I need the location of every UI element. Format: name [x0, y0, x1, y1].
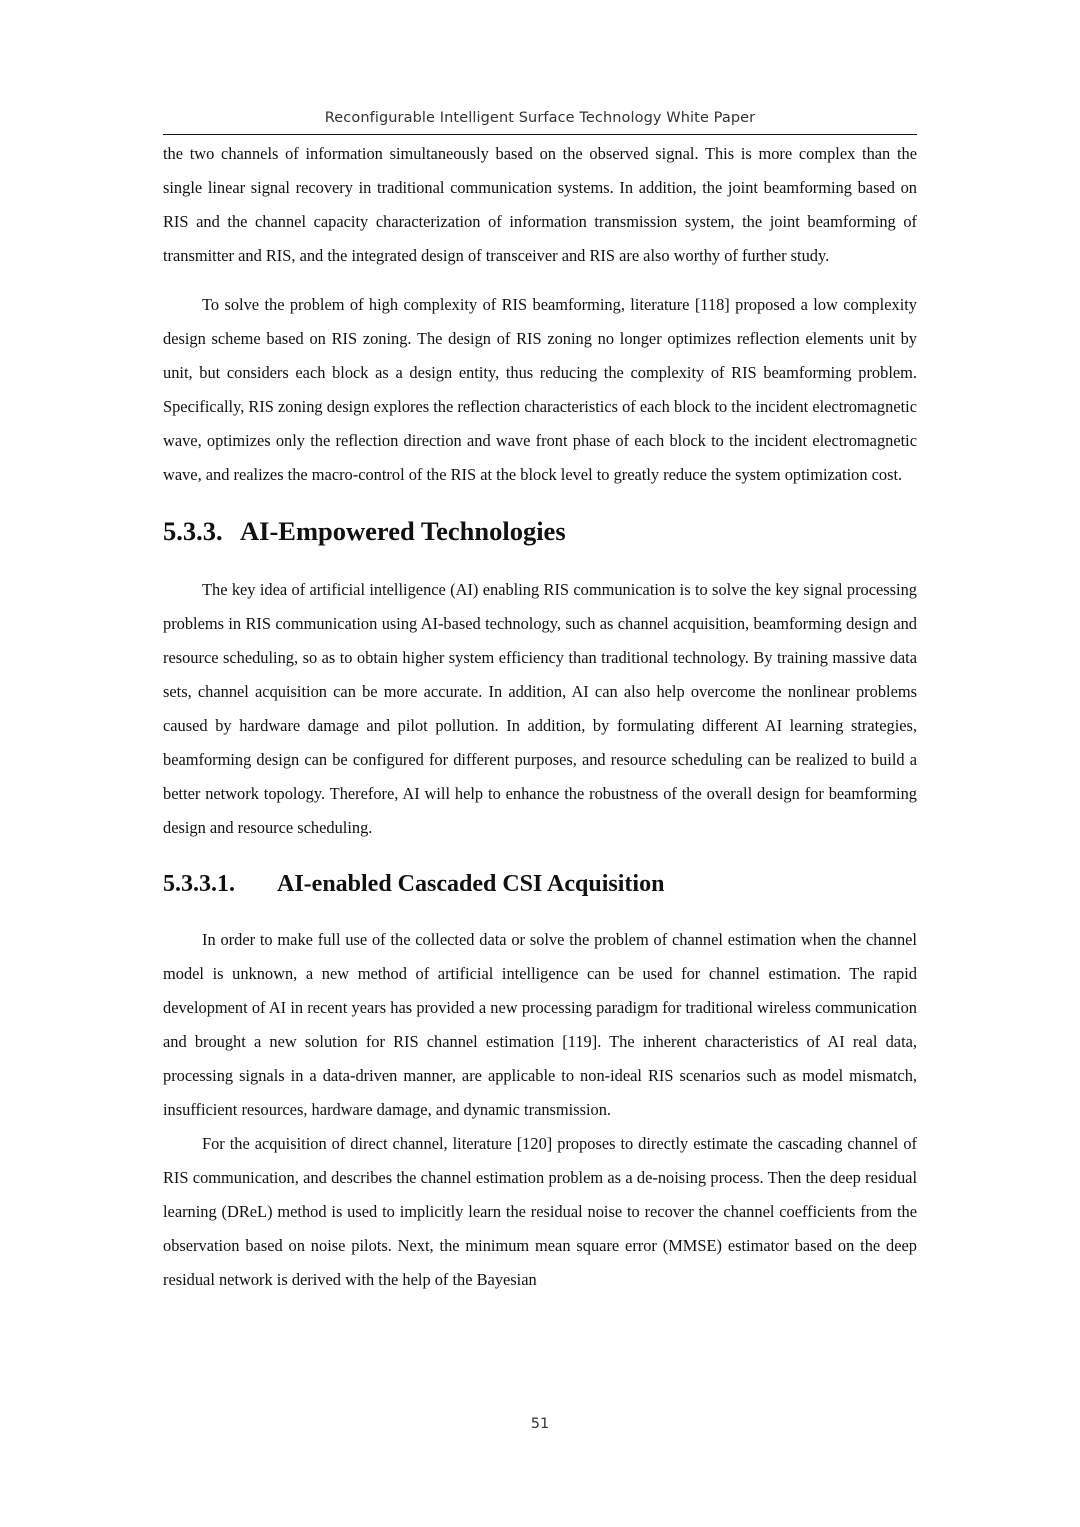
running-header: Reconfigurable Intelligent Surface Technology White Paper [324, 110, 756, 126]
header-divider [163, 134, 917, 135]
section-number: 5.3.3. [163, 516, 223, 546]
body-paragraph-ris-zoning: To solve the problem of high complexity of RIS beamforming, literature [118] proposed a low complexity design scheme based on RIS zoning. The design of RIS zoning no longer optimizes reflection elements unit by unit, but considers each block as a design entity, thus reducing the complexity of RIS beamforming problem. Specifically, RIS zoning design explores the reflection characteristics of each block to the incident electromagnetic wave, optimizes only the reflection direction and wave front phase of each block to the incident electromagnetic wave, and realizes the macro-control of the RIS at the block level to greatly reduce the system optimization cost. [163, 295, 917, 484]
body-paragraph-ai-csi-intro: In order to make full use of the collected data or solve the problem of channel estimation when the channel model is unknown, a new method of artificial intelligence can be used for channel estimation. The rapid development of AI in recent years has provided a new processing paradigm for traditional wireless communication and brought a new solution for RIS channel estimation [119]. The inherent characteristics of AI real data, processing signals in a data-driven manner, are applicable to non-ideal RIS scenarios such as model mismatch, insufficient resources, hardware damage, and dynamic transmission. [163, 930, 917, 1119]
subsection-title: AI-enabled Cascaded CSI Acquisition [277, 871, 665, 897]
section-heading-5-3-3-1 [163, 867, 917, 901]
page-number: 51 [530, 1416, 550, 1432]
subsection-number: 5.3.3.1. [163, 871, 235, 897]
body-paragraph-ai-empowered: The key idea of artificial intelligence (AI) enabling RIS communication is to solve the key signal processing problems in RIS communication using AI-based technology, such as channel acquisition, beamforming design and resource scheduling, so as to obtain higher system efficiency than traditional technology. By training massive data sets, channel acquisition can be more accurate. In addition, AI can also help overcome the nonlinear problems caused by hardware damage and pilot pollution. In addition, by formulating different AI learning strategies, beamforming design can be configured for different purposes, and resource scheduling can be realized to build a better network topology. Therefore, AI will help to enhance the robustness of the overall design for beamforming design and resource scheduling. [163, 580, 917, 837]
section-title: AI-Empowered Technologies [240, 516, 566, 546]
body-paragraph-direct-channel: For the acquisition of direct channel, literature [120] proposes to directly estimate the cascading channel of RIS communication, and describes the channel estimation problem as a de-noising process. Then the deep residual learning (DReL) method is used to implicitly learn the residual noise to recover the channel coefficients from the observation based on noise pilots. Next, the minimum mean square error (MMSE) estimator based on the deep residual network is derived with the help of the Bayesian [163, 1134, 917, 1289]
page-content [163, 137, 917, 1297]
body-paragraph-continued: the two channels of information simultaneously based on the observed signal. This is more complex than the single linear signal recovery in traditional communication systems. In addition, the joint beamforming based on RIS and the channel capacity characterization of information transmission system, the joint beamforming of transmitter and RIS, and the integrated design of transceiver and RIS are also worthy of further study. [163, 144, 917, 265]
section-heading-5-3-3 [163, 514, 917, 548]
